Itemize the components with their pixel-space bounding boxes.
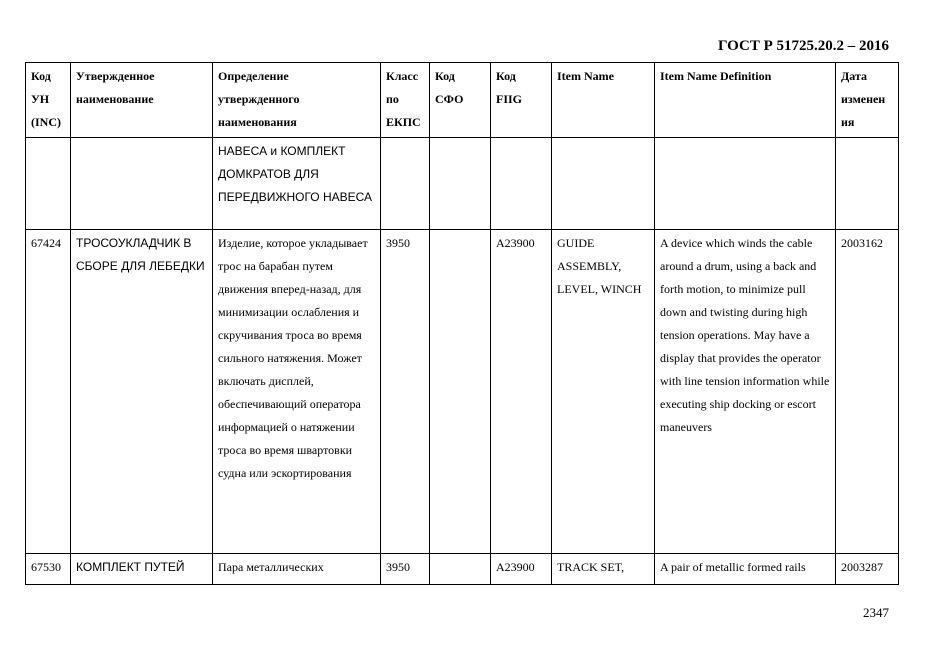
cell-definition: Пара металлических [213,554,381,585]
cell-item-name: TRACK SET, [552,554,655,585]
table-row [26,230,899,554]
col-header-class: Класс по ЕКПС [381,63,430,138]
table-row [26,554,899,585]
table-row [26,138,899,230]
col-header-date: Дата изменен ия [836,63,899,138]
cell-class: 3950 [381,230,430,554]
cell-item-name: GUIDE ASSEMBLY, LEVEL, WINCH [552,230,655,554]
cell-name: ТРОСОУКЛАДЧИК В СБОРЕ ДЛЯ ЛЕБЕДКИ [71,230,213,554]
cell-class: 3950 [381,554,430,585]
catalog-table [25,62,899,585]
cell-name: КОМПЛЕКТ ПУТЕЙ [71,554,213,585]
col-header-sfo: Код СФО [430,63,491,138]
table-header-row [26,63,899,138]
cell-fiig: A23900 [491,554,552,585]
col-header-item-name: Item Name [552,63,655,138]
cell-fiig [491,138,552,230]
cell-fiig: A23900 [491,230,552,554]
cell-definition: НАВЕСА и КОМПЛЕКТ ДОМКРАТОВ ДЛЯ ПЕРЕДВИЖНОГО НАВЕСА [213,138,381,230]
cell-class [381,138,430,230]
col-header-fiig: Код FIIG [491,63,552,138]
cell-sfo [430,554,491,585]
cell-sfo [430,230,491,554]
cell-item-name [552,138,655,230]
page-number: 2347 [863,605,889,620]
col-header-definition: Определение утвержденного наименования [213,63,381,138]
cell-inc: 67424 [26,230,71,554]
cell-item-definition [655,138,836,230]
cell-inc [26,138,71,230]
col-header-item-definition: Item Name Definition [655,63,836,138]
cell-date [836,138,899,230]
cell-sfo [430,138,491,230]
col-header-approved-name: Утвержденное наименование [71,63,213,138]
cell-item-definition: A pair of metallic formed rails [655,554,836,585]
cell-date: 2003287 [836,554,899,585]
col-header-inc: Код УН (INC) [26,63,71,138]
cell-inc: 67530 [26,554,71,585]
cell-name [71,138,213,230]
cell-definition: Изделие, которое укладывает трос на барабан путем движения вперед-назад, для минимизации ослабления и скручивания троса во время сильного натяжения. Может включать дисплей, обеспечивающий оператора информацией о натяжении троса во время швартовки судна или эскортирования [213,230,381,554]
document-title: ГОСТ Р 51725.20.2 – 2016 [717,38,889,54]
cell-date: 2003162 [836,230,899,554]
cell-item-definition: A device which winds the cable around a drum, using a back and forth motion, to minimize pull down and twisting during high tension operations. May have a display that provides the operator with line tension information while executing ship docking or escort maneuvers [655,230,836,554]
